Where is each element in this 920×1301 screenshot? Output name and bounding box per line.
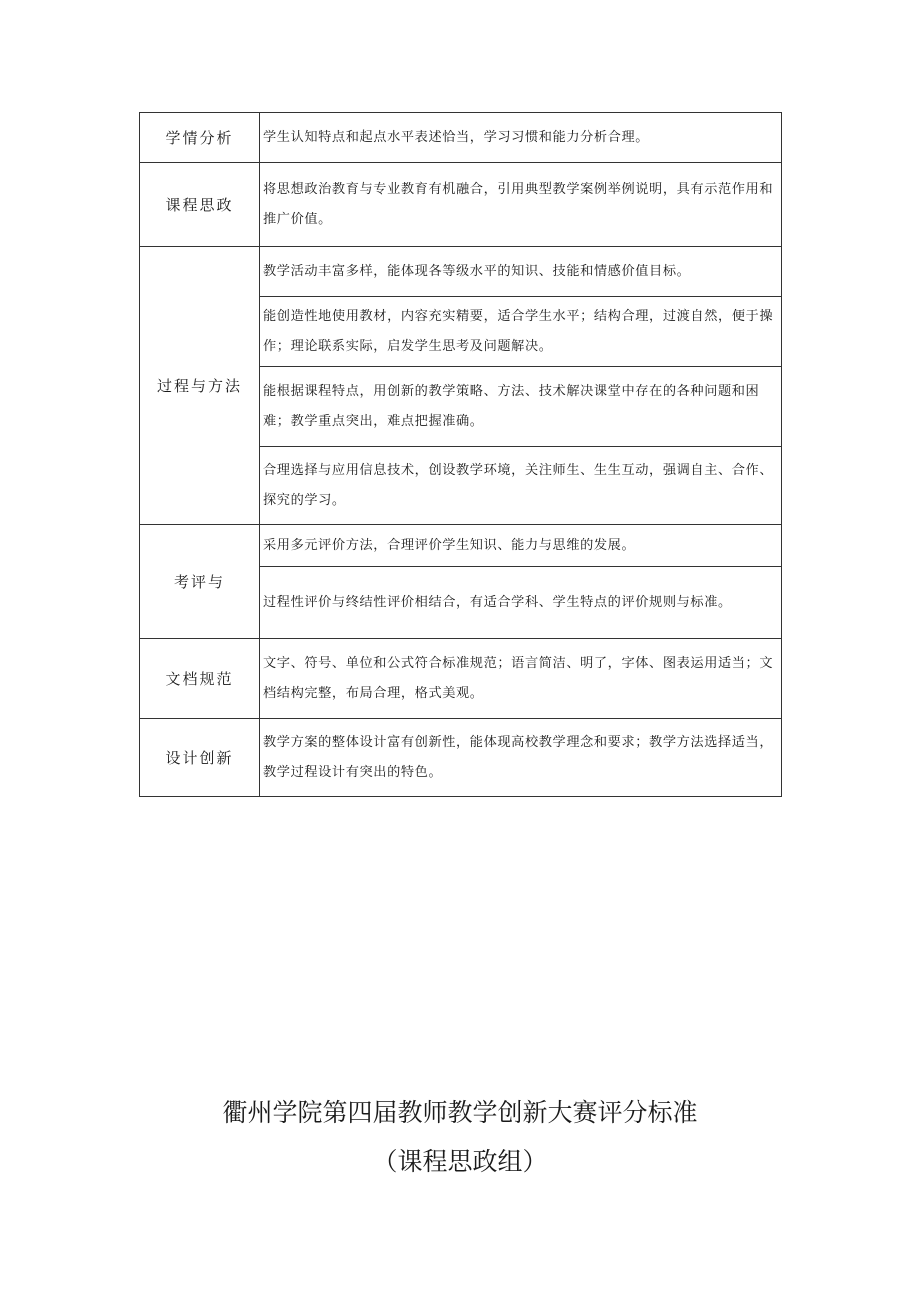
table-row (140, 113, 782, 163)
table-row (140, 639, 782, 719)
criterion-cell: 学生认知特点和起点水平表述恰当，学习习惯和能力分析合理。 (260, 113, 782, 163)
criterion-cell: 采用多元评价方法，合理评价学生知识、能力与思维的发展。 (260, 525, 782, 567)
criterion-cell: 合理选择与应用信息技术，创设教学环境，关注师生、生生互动，强调自主、合作、探究的学习。 (260, 447, 782, 525)
criterion-cell: 教学活动丰富多样，能体现各等级水平的知识、技能和情感价值目标。 (260, 247, 782, 297)
criteria-table-body (140, 113, 782, 797)
criterion-cell: 将思想政治教育与专业教育有机融合，引用典型教学案例举例说明，具有示范作用和推广价值。 (260, 163, 782, 247)
document-title: 衢州学院第四届教师教学创新大赛评分标准 (222, 1098, 698, 1127)
table-row (140, 719, 782, 797)
category-cell: 学情分析 (140, 113, 260, 163)
criterion-cell: 能创造性地使用教材，内容充实精要，适合学生水平；结构合理，过渡自然，便于操作；理论联系实际，启发学生思考及问题解决。 (260, 297, 782, 367)
criterion-cell: 能根据课程特点，用创新的教学策略、方法、技术解决课堂中存在的各种问题和困难；教学重点突出，难点把握准确。 (260, 367, 782, 447)
category-cell: 课程思政 (140, 163, 260, 247)
table-row (140, 163, 782, 247)
category-cell: 设计创新 (140, 719, 260, 797)
criterion-cell: 过程性评价与终结性评价相结合，有适合学科、学生特点的评价规则与标准。 (260, 567, 782, 639)
category-cell: 考评与 (140, 525, 260, 639)
criterion-cell: 教学方案的整体设计富有创新性，能体现高校教学理念和要求；教学方法选择适当，教学过程设计有突出的特色。 (260, 719, 782, 797)
table-row (140, 247, 782, 297)
category-cell: 文档规范 (140, 639, 260, 719)
table-row (140, 525, 782, 567)
criteria-table (139, 112, 782, 797)
category-cell: 过程与方法 (140, 247, 260, 525)
criterion-cell: 文字、符号、单位和公式符合标准规范；语言简洁、明了，字体、图表运用适当；文档结构完整，布局合理，格式美观。 (260, 639, 782, 719)
document-subtitle: （课程思政组） (372, 1147, 548, 1176)
